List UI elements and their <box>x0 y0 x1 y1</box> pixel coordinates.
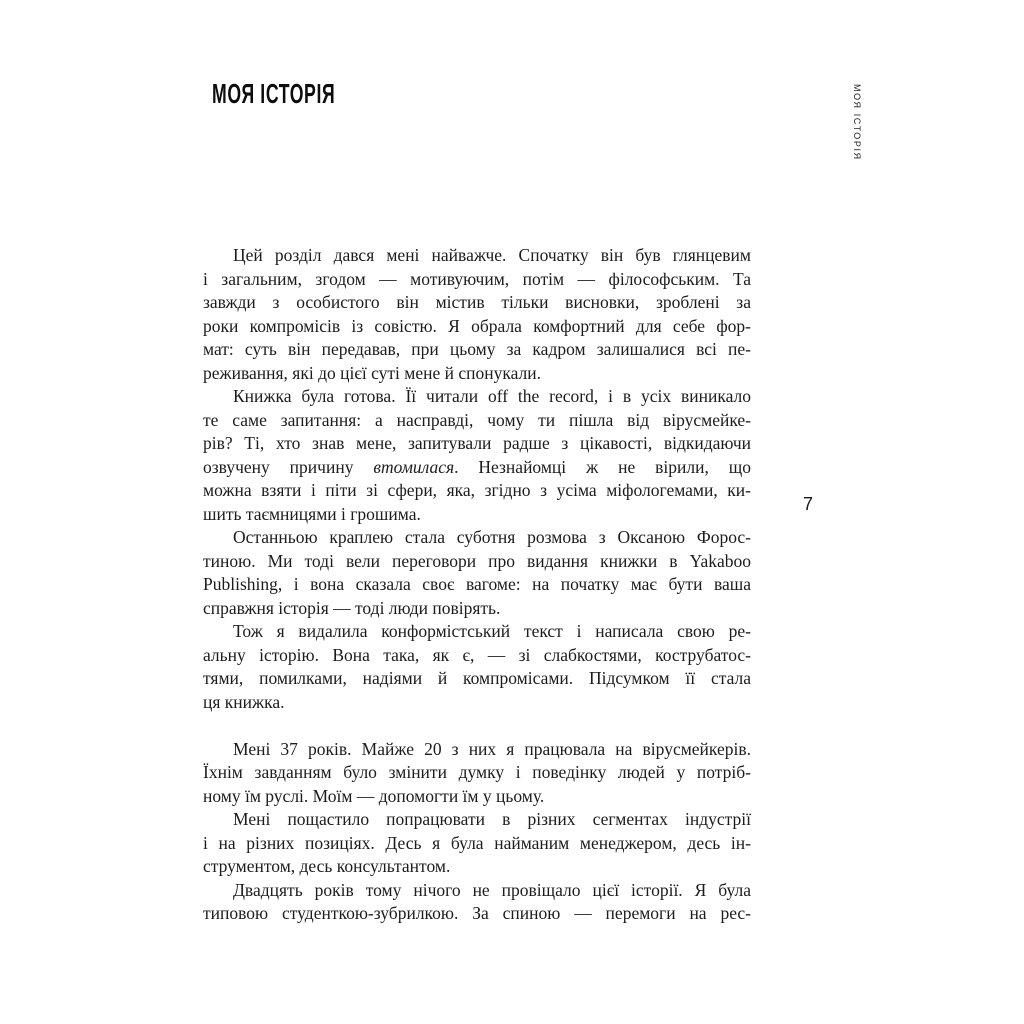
text-line: Цей розділ дався мені найважче. Спочатку він був глянцевим <box>233 245 751 265</box>
text-line: тями, помилками, надіями й компромісами. Підсумком її стала <box>203 668 751 688</box>
paragraph <box>203 808 751 879</box>
chapter-title: МОЯ ІСТОРІЯ <box>212 78 336 109</box>
paragraph <box>203 526 751 620</box>
text-block <box>203 244 751 926</box>
text-line: озвучену причину втомилася. Незнайомці ж не вірили, що <box>203 456 751 477</box>
text-line: Publishing, і вона сказала своє вагоме: на початку має бути ваша <box>203 574 751 594</box>
text-line: Останньою краплею стала суботня розмова з Оксаною Форос- <box>233 527 751 547</box>
text-line: і загальним, згодом — мотивуючим, потім — філософським. Та <box>203 268 751 289</box>
text-line: ця книжка. <box>203 691 285 712</box>
margin-running-title: МОЯ ІСТОРІЯ <box>852 84 862 161</box>
text-line: можна взяти і піти зі сфери, яка, згідно з усіма міфологемами, ки- <box>203 480 751 500</box>
text-line: Двадцять років тому нічого не провіщало цієї історії. Я була <box>233 879 751 900</box>
text-line: Мені пощастило попрацювати в різних сегментах індустрії <box>233 809 751 829</box>
text-line: типовою студенткою-зубрилкою. За спиною — перемоги на рес- <box>203 903 751 923</box>
text-line: рів? Ті, хто знав мене, запитували радше з цікавості, відкидаючи <box>203 433 751 453</box>
text-line: мат: суть він передавав, при цьому за кадром залишалися всі пе- <box>203 339 751 359</box>
text-line: тиною. Ми тоді вели переговори про видання книжки в Yakaboo <box>203 550 751 571</box>
text-line: струментом, десь консультантом. <box>203 856 451 876</box>
text-line: завжди з особистого він містив тільки висновки, зроблені за <box>203 292 751 312</box>
text-line: Книжка була готова. Її читали off the record, і в усіх виникало <box>233 386 751 406</box>
text-line: і на різних позиціях. Десь я була найманим менеджером, десь ін- <box>203 832 751 853</box>
text-line: Їхнім завданням було змінити думку і поведінку людей у потріб- <box>203 762 751 782</box>
paragraph <box>203 738 751 809</box>
text-line: справжня історія — тоді люди повірять. <box>203 597 501 618</box>
paragraph <box>203 385 751 526</box>
paragraph <box>203 879 751 926</box>
paragraph <box>203 244 751 385</box>
text-line: Тож я видалила конформістський текст і написала свою ре- <box>233 621 751 641</box>
text-line: альну історію. Вона така, як є, — зі слабкостями, кострубатос- <box>203 644 751 665</box>
paragraph <box>203 620 751 714</box>
text-line: ному їм руслі. Моїм — допомогти їм у цьому. <box>203 785 545 806</box>
text-line: те саме запитання: а насправді, чому ти пішла від вірусмейке- <box>203 409 751 430</box>
text-line: роки компромісів із совістю. Я обрала комфортний для себе фор- <box>203 315 751 336</box>
text-line: Мені 37 років. Майже 20 з них я працювала на вірусмейкерів. <box>233 738 751 759</box>
text-line: реживання, які до цієї суті мене й спонукали. <box>203 362 541 383</box>
page-number: 7 <box>803 494 814 514</box>
text-line: шить таємницями і грошима. <box>203 503 421 524</box>
